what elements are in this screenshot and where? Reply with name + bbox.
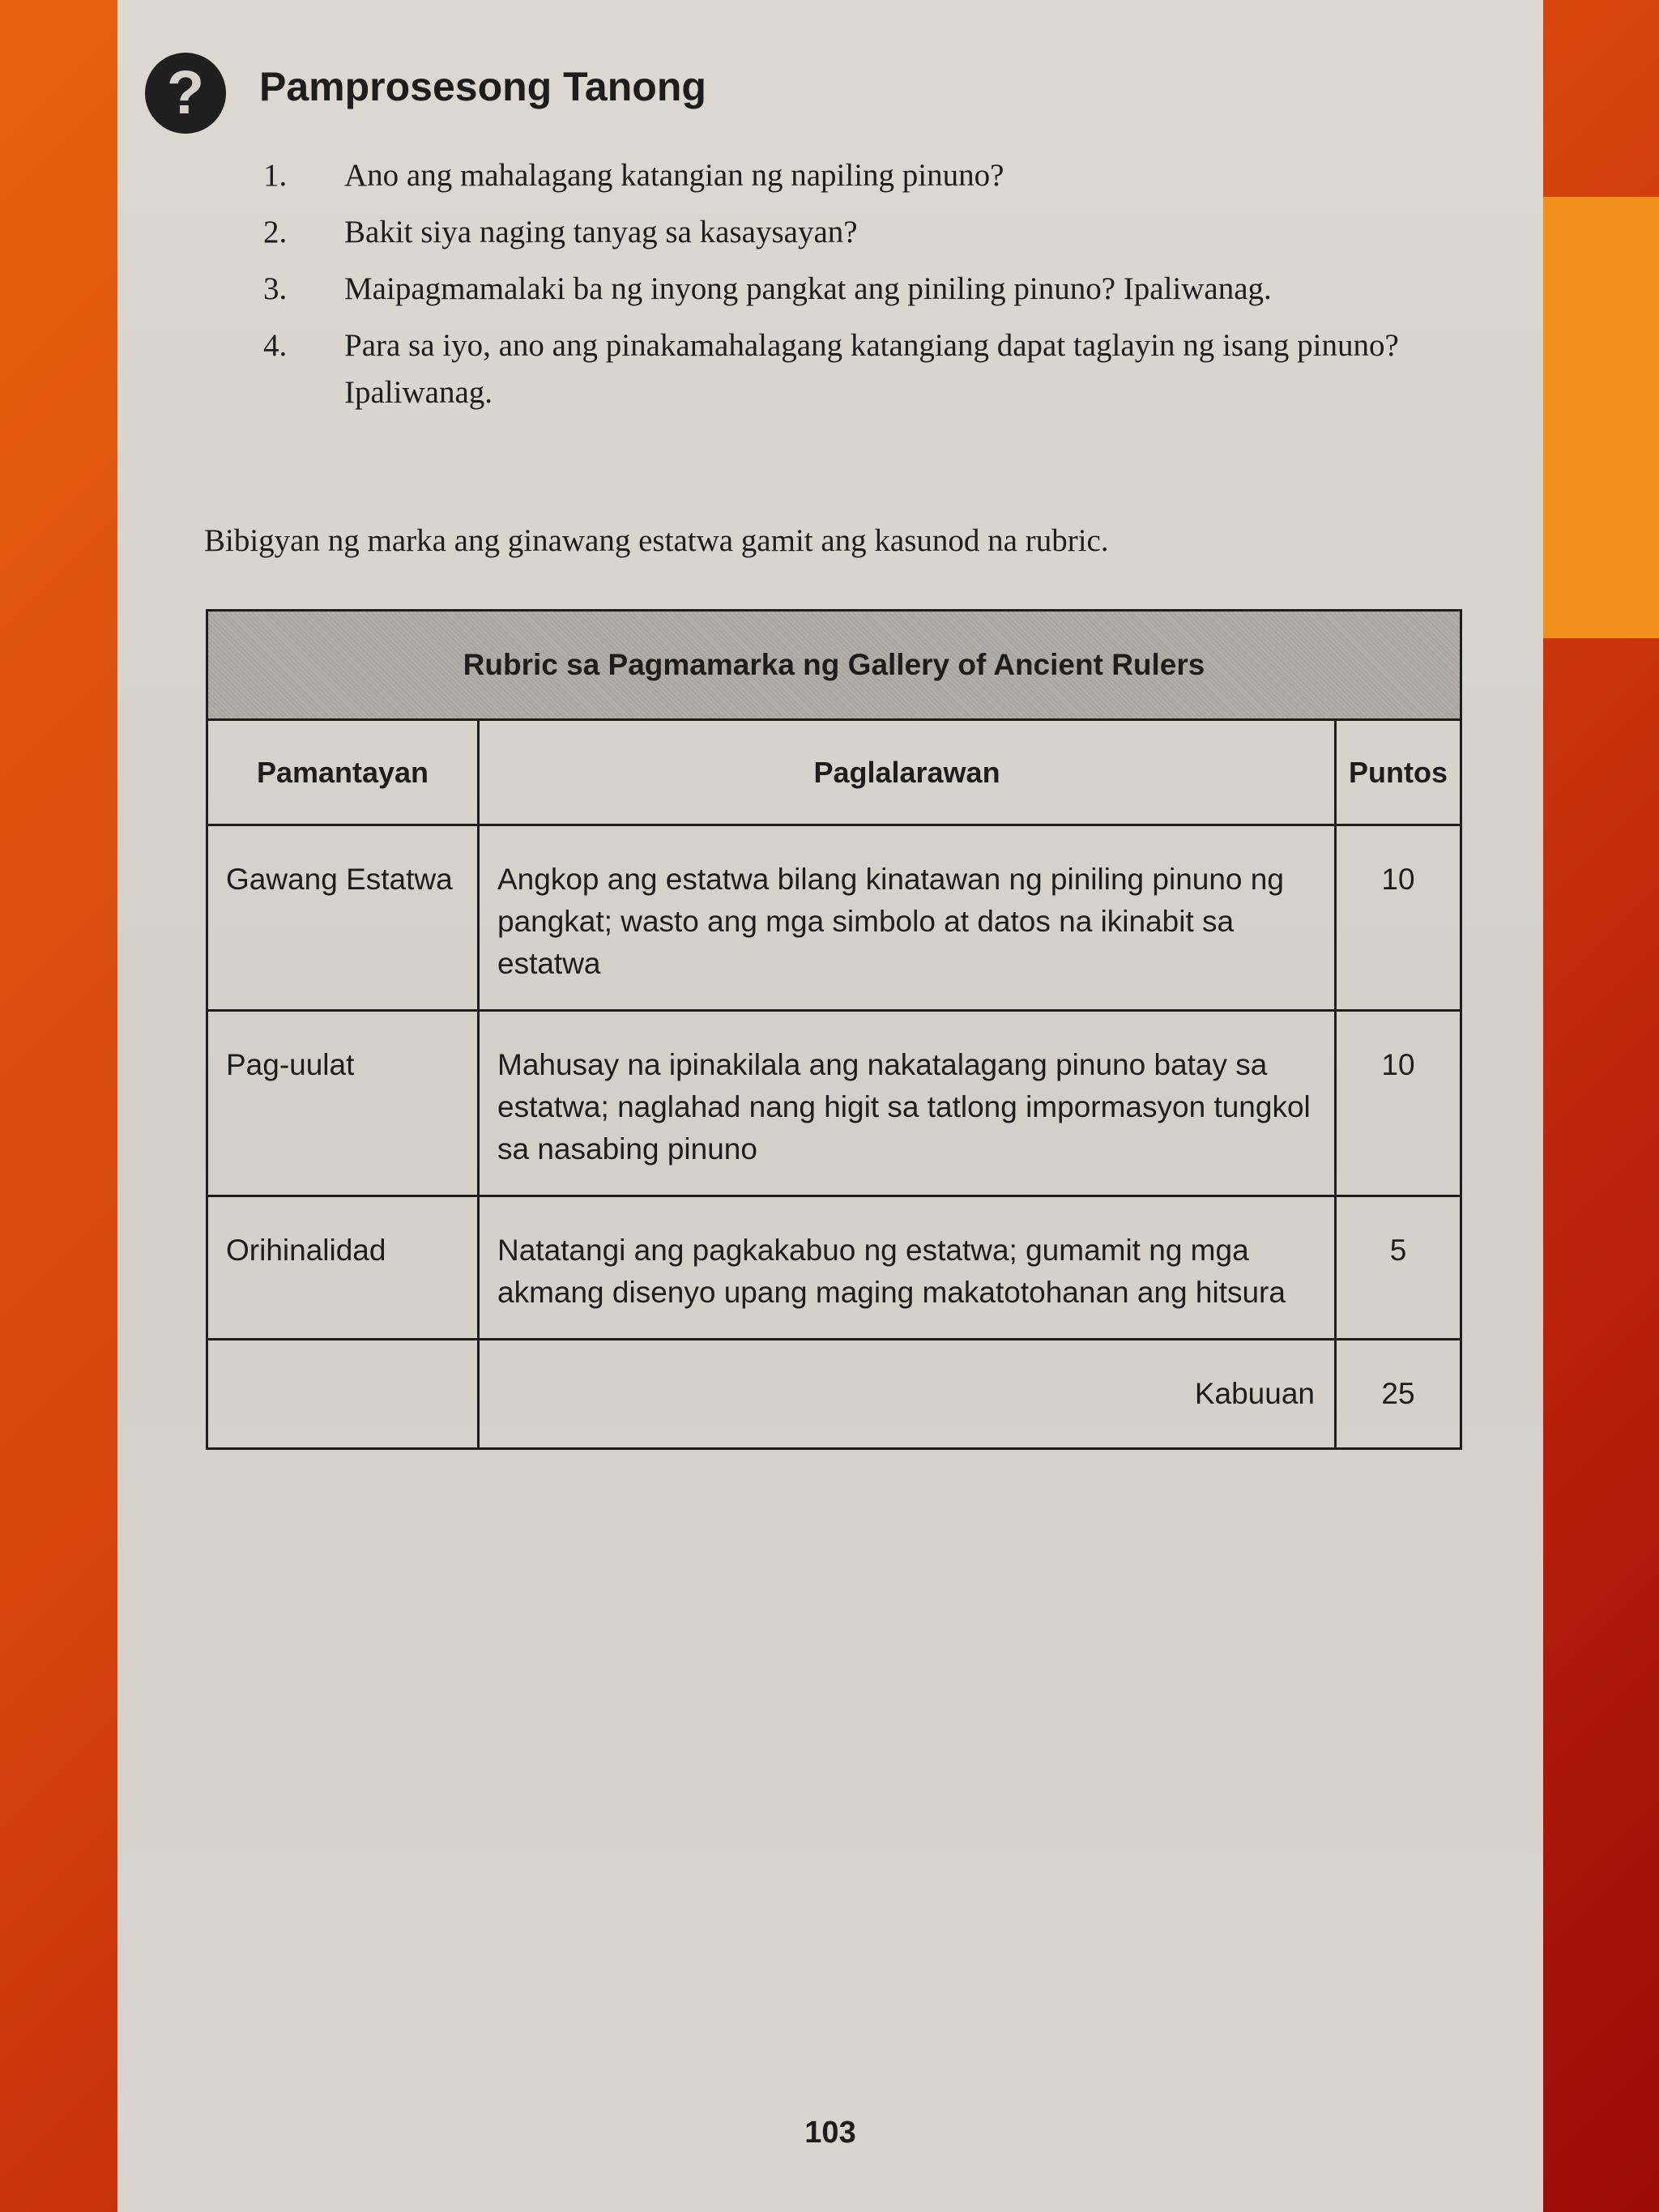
question-number: 2. (263, 215, 288, 249)
table-row (207, 825, 1461, 1011)
question-item (263, 322, 1543, 416)
points-cell: 10 (1336, 1011, 1461, 1196)
points-cell: 10 (1336, 825, 1461, 1011)
question-list (263, 152, 1543, 426)
total-points: 25 (1336, 1340, 1461, 1449)
accent-bar (1543, 197, 1659, 638)
table-row (207, 1196, 1461, 1340)
rubric-title: Rubric sa Pagmamarka ng Gallery of Ancient Rulers (207, 611, 1461, 720)
question-text: Maipagmamalaki ba ng inyong pangkat ang piniling pinuno? Ipaliwanag. (344, 271, 1272, 306)
question-item (263, 152, 1543, 199)
question-text: Ano ang mahalagang katangian ng napiling pinuno? (344, 158, 1004, 193)
description-cell: Mahusay na ipinakilala ang nakatalagang pinuno batay sa estatwa; naglahad nang higit sa tatlong impormasyon tungkol sa nasabing pinuno (479, 1011, 1336, 1196)
book-page (117, 0, 1543, 2212)
section-title: Pamprosesong Tanong (259, 64, 706, 109)
question-item (263, 266, 1543, 313)
question-number: 1. (263, 158, 288, 193)
page-number: 103 (804, 2116, 856, 2150)
column-header-description: Paglalarawan (479, 720, 1336, 825)
question-text: Bakit siya naging tanyag sa kasaysayan? (344, 215, 858, 249)
empty-cell (207, 1340, 479, 1449)
points-cell: 5 (1336, 1196, 1461, 1340)
question-item (263, 209, 1543, 256)
total-row (207, 1340, 1461, 1449)
description-cell: Natatangi ang pagkakabuo ng estatwa; gumamit ng mga akmang disenyo upang maging makatotohanan ang hitsura (479, 1196, 1336, 1340)
question-number: 4. (263, 328, 288, 363)
column-header-criterion: Pamantayan (207, 720, 479, 825)
rubric-table (206, 609, 1462, 1450)
total-label: Kabuuan (479, 1340, 1336, 1449)
criterion-cell: Pag-uulat (207, 1011, 479, 1196)
question-mark-icon: ? (145, 53, 226, 134)
rubric-intro: Bibigyan ng marka ang ginawang estatwa gamit ang kasunod na rubric. (204, 523, 1109, 558)
question-text: Para sa iyo, ano ang pinakamahalagang katangiang dapat taglayin ng isang pinuno? Ipaliwanag. (344, 328, 1399, 410)
table-row (207, 1011, 1461, 1196)
criterion-cell: Gawang Estatwa (207, 825, 479, 1011)
description-cell: Angkop ang estatwa bilang kinatawan ng piniling pinuno ng pangkat; wasto ang mga simbolo at datos na ikinabit sa estatwa (479, 825, 1336, 1011)
column-header-points: Puntos (1336, 720, 1461, 825)
criterion-cell: Orihinalidad (207, 1196, 479, 1340)
question-number: 3. (263, 271, 288, 306)
